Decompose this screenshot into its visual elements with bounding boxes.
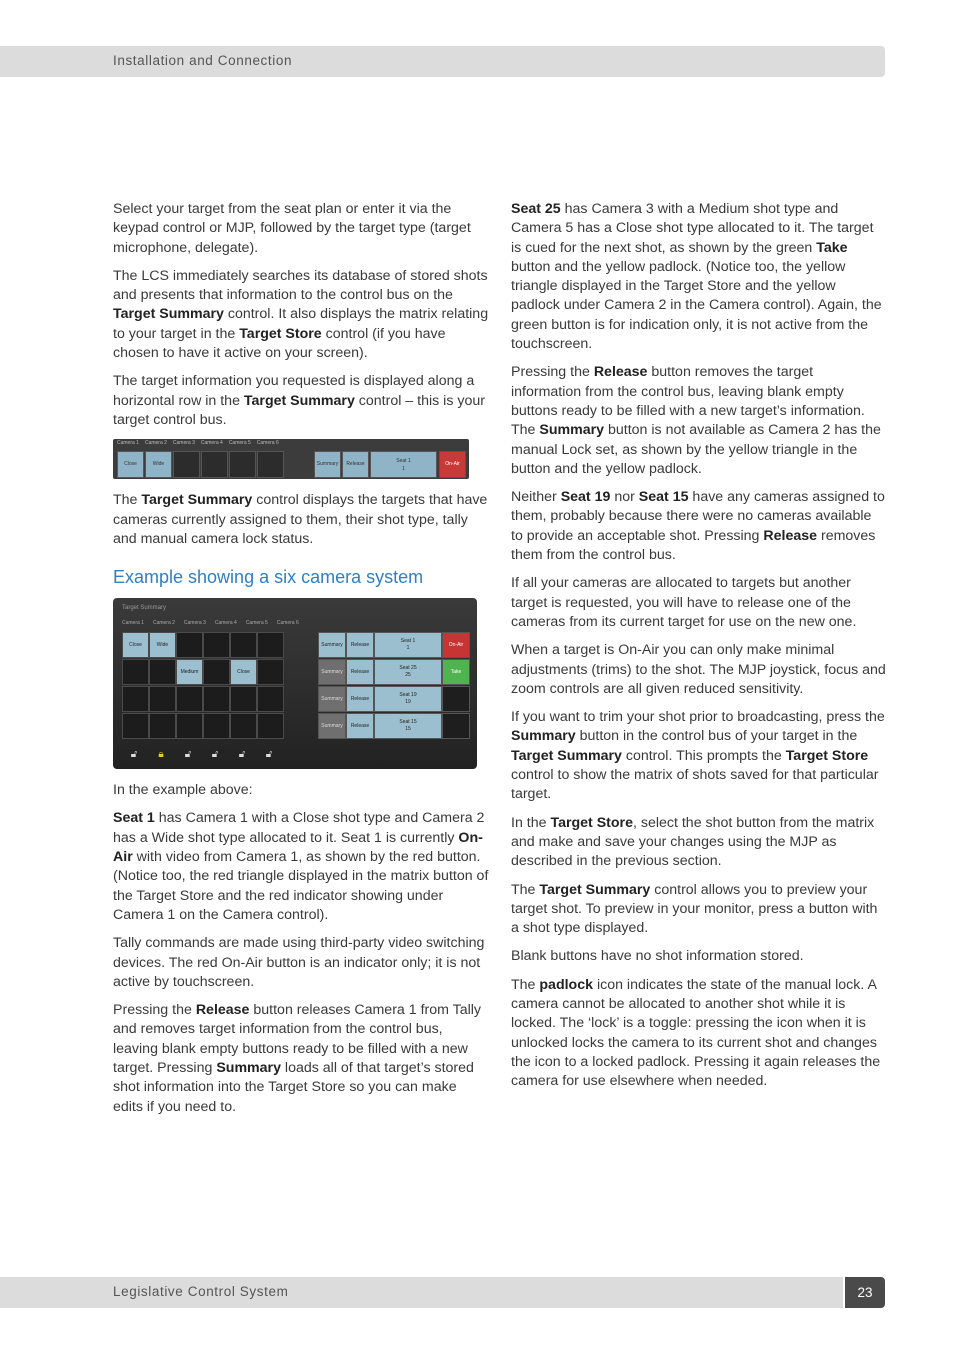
- release-button: Release: [342, 451, 369, 478]
- paragraph: The Target Summary control displays the targets that have cameras currently assigned to them, their shot type, tally and manual camera lock status.: [113, 492, 488, 547]
- paragraph: If all your cameras are allocated to targets but another target is requested, you will have to release one of the cameras from its current target for use on the new one.: [511, 575, 857, 630]
- target-bus-image: [113, 439, 469, 479]
- summary-button: Summary: [318, 632, 346, 658]
- footer-bar: [0, 1277, 843, 1308]
- release-button: Release: [346, 713, 374, 739]
- empty-shot-button: [149, 686, 176, 712]
- empty-shot-button: [122, 686, 149, 712]
- six-camera-panel-image: [113, 598, 477, 769]
- camera-labels: Camera 1 Camera 2 Camera 3 Camera 4 Camera 5 Camera 6: [122, 620, 299, 627]
- empty-shot-button: [149, 713, 176, 739]
- empty-shot-button: [203, 713, 230, 739]
- paragraph: The padlock icon indicates the state of the manual lock. A camera cannot be allocated to another shot while it is locked. The ‘lock’ is a toggle: pressing the icon when it is unlocked locks the camera to its current shot and changes the icon to a locked padlock. Pressing it again releases the camera for use elsewhere when needed.: [511, 976, 881, 1090]
- empty-shot-button: [257, 451, 284, 478]
- wide-shot-button: Wide: [149, 632, 176, 658]
- empty-shot-button: [257, 713, 284, 739]
- empty-shot-button: [122, 659, 149, 685]
- empty-button: [442, 713, 470, 739]
- left-column: [113, 200, 489, 1126]
- paragraph: Select your target from the seat plan or enter it via the keypad control or MJP, followed by the target type (target microphone, delegate).: [113, 201, 471, 256]
- paragraph: Tally commands are made using third-party video switching devices. The red On-Air button is an indicator only; it is not active by touchscreen.: [113, 935, 485, 990]
- take-button: Take: [442, 659, 470, 685]
- empty-shot-button: [257, 686, 284, 712]
- empty-shot-button: [149, 659, 176, 685]
- summary-button: Summary: [318, 659, 346, 685]
- section-heading: Example showing a six camera system: [113, 567, 424, 588]
- close-shot-button: Close: [122, 632, 149, 658]
- paragraph: The Target Summary control allows you to preview your target shot. To preview in your monitor, press a button with a shot type displayed.: [511, 881, 878, 937]
- padlock-icon: 🔓︎: [238, 749, 246, 761]
- paragraph: Pressing the Release button removes the target information from the control bus, leaving blank empty buttons ready to be filled with a new target’s information. The Summary button is not available as Camera 2 has the manual Lock set, as shown by the yellow triangle in the button and the yellow padlock.: [511, 364, 881, 477]
- close-shot-button: Close: [117, 451, 144, 478]
- wide-shot-button: Wide: [145, 451, 172, 478]
- summary-button: Summary: [314, 451, 341, 478]
- release-button: Release: [346, 659, 374, 685]
- empty-shot-button: [203, 632, 230, 658]
- paragraph: Pressing the Release button releases Camera 1 from Tally and removes target information from the control bus, leaving blank empty buttons ready to be filled with a new target. Pressing Summary loads all of that target’s stored shot information into the Target Store so you can make edits if you need to.: [113, 1002, 482, 1115]
- padlock-icon: 🔓︎: [184, 749, 192, 761]
- empty-shot-button: [230, 713, 257, 739]
- paragraph: In the Target Store, select the shot button from the matrix and make and save your changes using the MJP as described in the previous section.: [511, 814, 875, 870]
- medium-shot-button: Medium: [176, 659, 203, 685]
- empty-shot-button: [173, 451, 200, 478]
- empty-shot-button: [176, 632, 203, 658]
- seat-button: Seat 15 15: [374, 713, 442, 739]
- paragraph: Blank buttons have no shot information stored.: [511, 948, 804, 965]
- summary-button: Summary: [318, 686, 346, 712]
- close-shot-button: Close: [230, 659, 257, 685]
- on-air-button: On-Air: [442, 632, 470, 658]
- section-title: Installation and Connection: [113, 53, 293, 68]
- release-button: Release: [346, 686, 374, 712]
- paragraph: The target information you requested is displayed along a horizontal row in the Target Summary control – this is your target control bus.: [113, 373, 485, 428]
- empty-shot-button: [201, 451, 228, 478]
- paragraph: Seat 1 has Camera 1 with a Close shot type and Camera 2 has a Wide shot type allocated to it. Seat 1 is currently On-Air with video from Camera 1, as shown by the red button. (Notice too, the red triangle displayed in the matrix button of the Target Store and the red indicator showing under Camera 1 on the Camera control).: [113, 810, 489, 923]
- on-air-button: On-Air: [439, 451, 466, 478]
- empty-shot-button: [203, 659, 230, 685]
- camera-labels: Camera 1 Camera 2 Camera 3 Camera 4 Camera 5 Camera 6: [117, 440, 279, 447]
- paragraph: Seat 25 has Camera 3 with a Medium shot type and Camera 5 has a Close shot type allocated to it. The target is cued for the next shot, as shown by the green Take button and the yellow padlock. (Notice too, the yellow triangle displayed in the Target Store and the yellow padlock under Camera 2 in the Camera control). Again, the green button is for indication only, it is not active from the touchscreen.: [511, 201, 882, 353]
- right-column: [511, 200, 887, 1100]
- paragraph: Neither Seat 19 nor Seat 15 have any cameras assigned to them, probably because there were no cameras available to provide an acceptable shot. Pressing Release removes them from the control bus.: [511, 489, 885, 564]
- empty-button: [442, 686, 470, 712]
- padlock-locked-icon: 🔒︎: [158, 749, 164, 761]
- empty-shot-button: [230, 686, 257, 712]
- empty-shot-button: [176, 713, 203, 739]
- empty-shot-button: [257, 632, 284, 658]
- document-title: Legislative Control System: [113, 1284, 289, 1299]
- summary-button: Summary: [318, 713, 346, 739]
- panel-title: Target Summary: [122, 605, 167, 612]
- seat-button: Seat 1 1: [370, 451, 437, 478]
- empty-shot-button: [257, 659, 284, 685]
- empty-shot-button: [122, 713, 149, 739]
- page-number: 23: [845, 1277, 885, 1308]
- header-bar: [0, 46, 885, 77]
- padlock-icon: 🔓︎: [265, 749, 273, 761]
- empty-shot-button: [176, 686, 203, 712]
- padlock-icon: 🔓︎: [130, 749, 138, 761]
- paragraph: The LCS immediately searches its database of stored shots and presents that information to the control bus on the Target Summary control. It also displays the matrix relating to your target in the Target Store control (if you have chosen to have it active on your screen).: [113, 267, 489, 362]
- seat-button: Seat 19 19: [374, 686, 442, 712]
- padlock-icon: 🔓︎: [211, 749, 219, 761]
- empty-shot-button: [230, 632, 257, 658]
- empty-shot-button: [203, 686, 230, 712]
- paragraph: When a target is On-Air you can only make minimal adjustments (trims) to the shot. The MJP joystick, focus and zoom controls are all given reduced sensitivity.: [511, 642, 886, 697]
- paragraph: If you want to trim your shot prior to broadcasting, press the Summary button in the control bus of your target in the Target Summary control. This prompts the Target Store control to show the matrix of shots saved for that particular target.: [511, 709, 885, 803]
- release-button: Release: [346, 632, 374, 658]
- paragraph: In the example above:: [113, 782, 253, 799]
- empty-shot-button: [229, 451, 256, 478]
- seat-button: Seat 1 1: [374, 632, 442, 658]
- seat-button: Seat 25 25: [374, 659, 442, 685]
